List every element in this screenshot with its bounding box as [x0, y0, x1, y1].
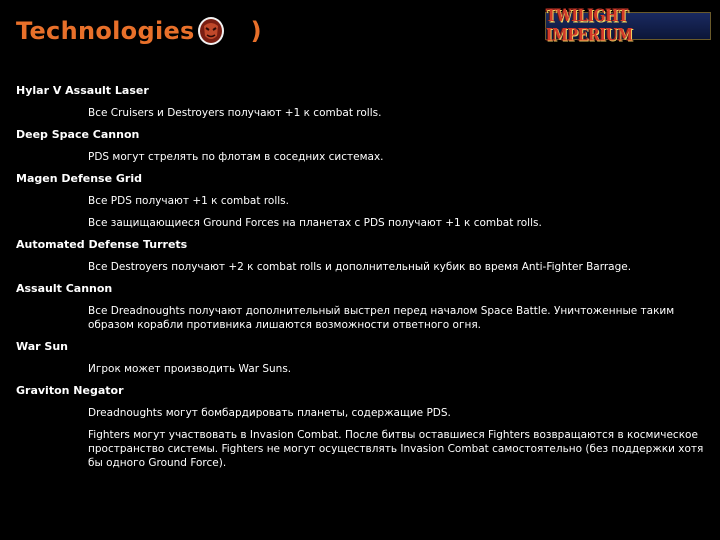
page-title: Technologies	[16, 17, 195, 45]
tech-item	[16, 172, 706, 230]
tech-description: Все Destroyers получают +2 к combat rolls и дополнительный кубик во время Anti-Fighter Barrage.	[88, 261, 632, 273]
tech-name: Deep Space Cannon	[16, 128, 140, 141]
tech-description: Все Cruisers и Destroyers получают +1 к combat rolls.	[88, 107, 382, 119]
tech-description: Dreadnoughts могут бомбардировать планеты, содержащие PDS.	[88, 407, 451, 419]
tech-name: Magen Defense Grid	[16, 172, 142, 185]
tech-name: Hylar V Assault Laser	[16, 84, 149, 97]
tech-name: Graviton Negator	[16, 384, 124, 397]
tech-description: Все Dreadnoughts получают дополнительный выстрел перед началом Space Battle. Уничтоженные таким образом корабли противника лишаются возможности ответного огня.	[88, 305, 675, 331]
tech-description: Fighters могут участвовать в Invasion Combat. После битвы оставшиеся Fighters возвращаются в космическое пространство системы. Fighters не могут осуществлять Invasion Combat самостоятельно (без поддержки хотя бы одного Ground Force).	[88, 429, 704, 469]
tech-name: Automated Defense Turrets	[16, 238, 188, 251]
tech-name: War Sun	[16, 340, 69, 353]
tech-description: PDS могут стрелять по флотам в соседних системах.	[88, 151, 384, 163]
title-row	[16, 14, 262, 48]
tech-description: Игрок может производить War Suns.	[88, 363, 292, 375]
title-paren: )	[250, 17, 262, 45]
tech-item	[16, 84, 706, 120]
tech-item	[16, 282, 706, 332]
tech-item	[16, 238, 706, 274]
twilight-imperium-logo	[545, 6, 711, 46]
tech-name: Assault Cannon	[16, 282, 113, 295]
tech-description: Все PDS получают +1 к combat rolls.	[88, 195, 289, 207]
tech-item	[16, 384, 706, 470]
tech-list	[16, 84, 706, 478]
tech-description: Все защищающиеся Ground Forces на планетах с PDS получают +1 к combat rolls.	[88, 217, 542, 229]
tech-item	[16, 340, 706, 376]
logo-text: TWILIGHT IMPERIUM	[546, 6, 633, 46]
tech-item	[16, 128, 706, 164]
race-emblem-icon	[197, 16, 225, 46]
